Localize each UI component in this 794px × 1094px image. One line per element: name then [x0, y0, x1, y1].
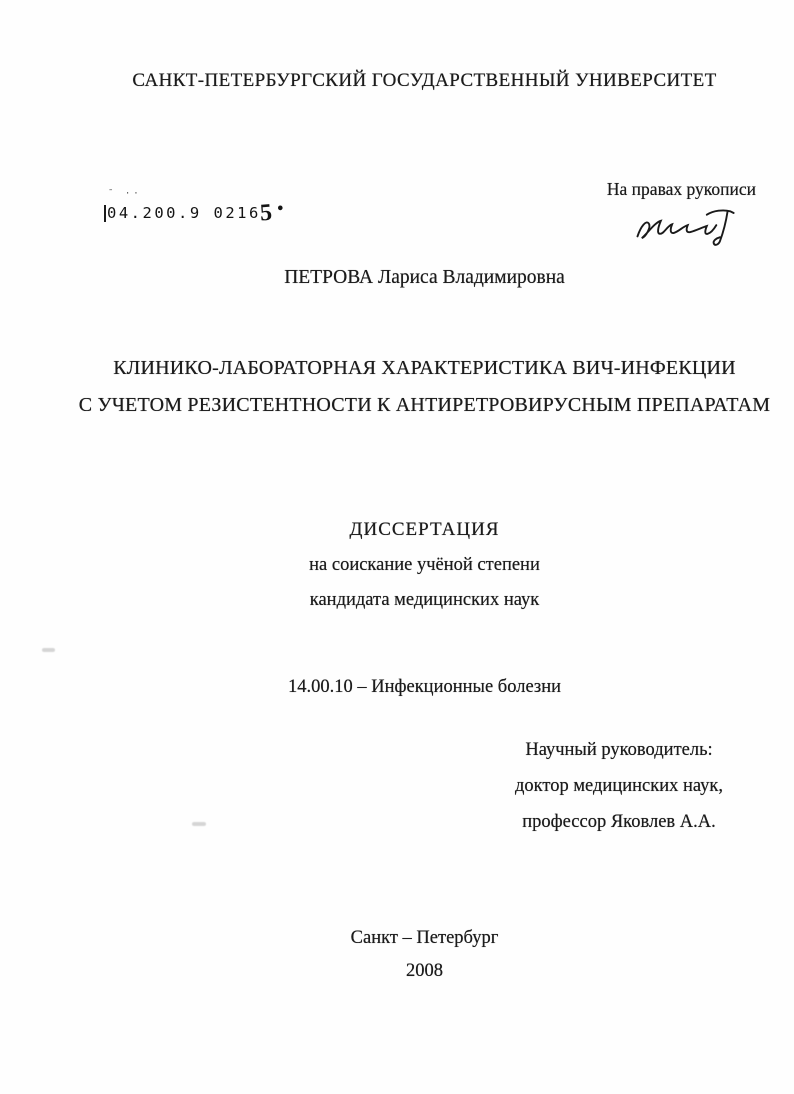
scan-speckle — [192, 822, 206, 826]
supervisor-name: профессор Яковлев А.А. — [522, 812, 716, 832]
year-line: 2008 — [406, 961, 443, 981]
supervisor-block — [498, 740, 740, 848]
degree-purpose-line: на соискание учёной степени — [309, 555, 540, 575]
library-catalog-stamp — [104, 189, 287, 227]
degree-name-line: кандидата медицинских наук — [309, 590, 540, 610]
stamp-number: 04.200.9 0216 — [107, 204, 261, 222]
manuscript-rights-note: На правах рукописи — [606, 179, 756, 199]
city-line: Санкт – Петербург — [350, 928, 499, 948]
stamp-pen-mark: • — [276, 202, 287, 217]
supervisor-label: Научный руководитель: — [525, 740, 713, 760]
author-name: ПЕТРОВА Лариса Владимировна — [284, 267, 565, 288]
stamp-artifact-dots: ¯ ·· — [108, 189, 142, 199]
stamp-edge-bar — [104, 205, 106, 222]
dissertation-title-line2: С УЧЕТОМ РЕЗИСТЕНТНОСТИ К АНТИРЕТРОВИРУСНЫМ ПРЕПАРАТАМ — [78, 394, 771, 416]
specialty-code: 14.00.10 – Инфекционные болезни — [287, 677, 561, 697]
signature — [634, 203, 738, 254]
supervisor-degree: доктор медицинских наук, — [514, 776, 724, 796]
university-header: САНКТ-ПЕТЕРБУРГСКИЙ ГОСУДАРСТВЕННЫЙ УНИВЕРСИТЕТ — [132, 70, 717, 91]
document-type-label: ДИССЕРТАЦИЯ — [349, 519, 500, 540]
scan-speckle — [42, 648, 55, 652]
dissertation-title-line1: КЛИНИКО-ЛАБОРАТОРНАЯ ХАРАКТЕРИСТИКА ВИЧ-ИНФЕКЦИИ — [113, 357, 736, 379]
stamp-handwritten-digit: 5 — [258, 199, 276, 227]
